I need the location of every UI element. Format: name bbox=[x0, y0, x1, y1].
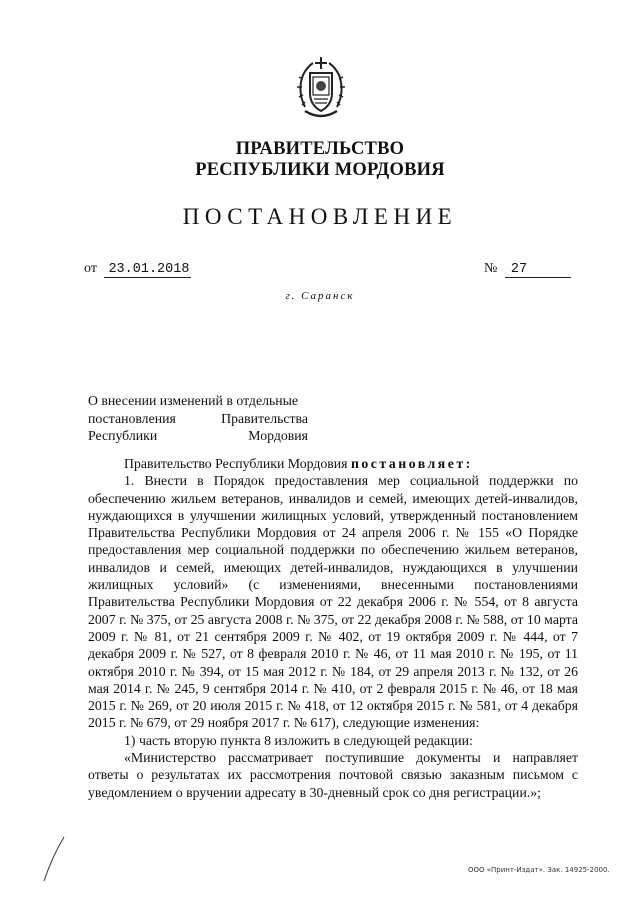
document-type: ПОСТАНОВЛЕНИЕ bbox=[182, 204, 458, 229]
government-name-line2: РЕСПУБЛИКИ МОРДОВИЯ bbox=[195, 160, 445, 180]
paragraph-3: «Министерство рассматривает поступившие документы и направляет ответы о результатах их рассмотрения почтовой связью заказным письмом с уведомлением о вручении адресату в 30-дневный срок со дня регистрации.»; bbox=[88, 750, 578, 800]
printer-imprint: ООО «Принт-Издат». Зак. 14925-2000. bbox=[468, 866, 610, 874]
government-name-line1: ПРАВИТЕЛЬСТВО bbox=[235, 139, 405, 159]
date-field bbox=[84, 261, 191, 278]
document-subject bbox=[88, 392, 308, 445]
date-prefix: от bbox=[84, 261, 97, 276]
intro-text: Правительство Республики Мордовия bbox=[124, 456, 348, 471]
intro-paragraph bbox=[88, 455, 578, 472]
city: г. Саранск bbox=[285, 290, 355, 302]
document-body bbox=[88, 455, 578, 801]
paragraph-2: 1) часть вторую пункта 8 изложить в следующей редакции: bbox=[124, 732, 473, 748]
subject-line: Республики Мордовия bbox=[88, 428, 308, 443]
subject-line: О внесении изменений в отдельные bbox=[88, 393, 299, 408]
paragraph-1: 1. Внести в Порядок предоставления мер социальной поддержки по обеспечению жильем ветеранов, инвалидов и семей, имеющих детей-инвалидов, нуждающихся в улучшении жилищных условий, утвержденный постановлением Правительства Республики Мордовия от 24 апреля 2006 г. № 155 «О Порядке предоставления мер социальной поддержки по обеспечению жильем ветеранов, инвалидов и семей, имеющих детей-инвалидов, нуждающихся в улучшении жилищных условий» (с изменениями, внесенными постановлениями Правительства Республики Мордовия от 22 декабря 2006 г. № 554, от 8 августа 2007 г. № 375, от 25 августа 2008 г. № 375, от 22 декабря 2008 г. № 588, от 10 марта 2009 г. № 81, от 21 сентября 2009 г. № 402, от 19 октября 2009 г. № 444, от 7 декабря 2009 г. № 527, от 8 февраля 2010 г. № 46, от 11 мая 2010 г. № 195, от 11 октября 2010 г. № 394, от 15 мая 2012 г. № 184, от 29 апреля 2013 г. № 132, от 26 мая 2014 г. № 245, 9 сентября 2014 г. № 410, от 2 февраля 2015 г. № 46, от 18 мая 2015 г. № 269, от 20 июля 2015 г. № 418, от 12 октября 2015 г. № 581, от 4 декабря 2015 г. № 679, от 29 ноября 2017 г. № 617), следующие изменения: bbox=[88, 473, 578, 731]
date-value: 23.01.2018 bbox=[104, 262, 191, 278]
handwritten-mark bbox=[38, 835, 68, 885]
number-field bbox=[484, 261, 571, 278]
number-prefix: № bbox=[484, 261, 498, 276]
subject-line: постановления Правительства bbox=[88, 410, 308, 426]
coat-of-arms-icon bbox=[295, 55, 347, 125]
intro-verb: постановляет: bbox=[350, 456, 473, 471]
number-value: 27 bbox=[505, 262, 571, 278]
